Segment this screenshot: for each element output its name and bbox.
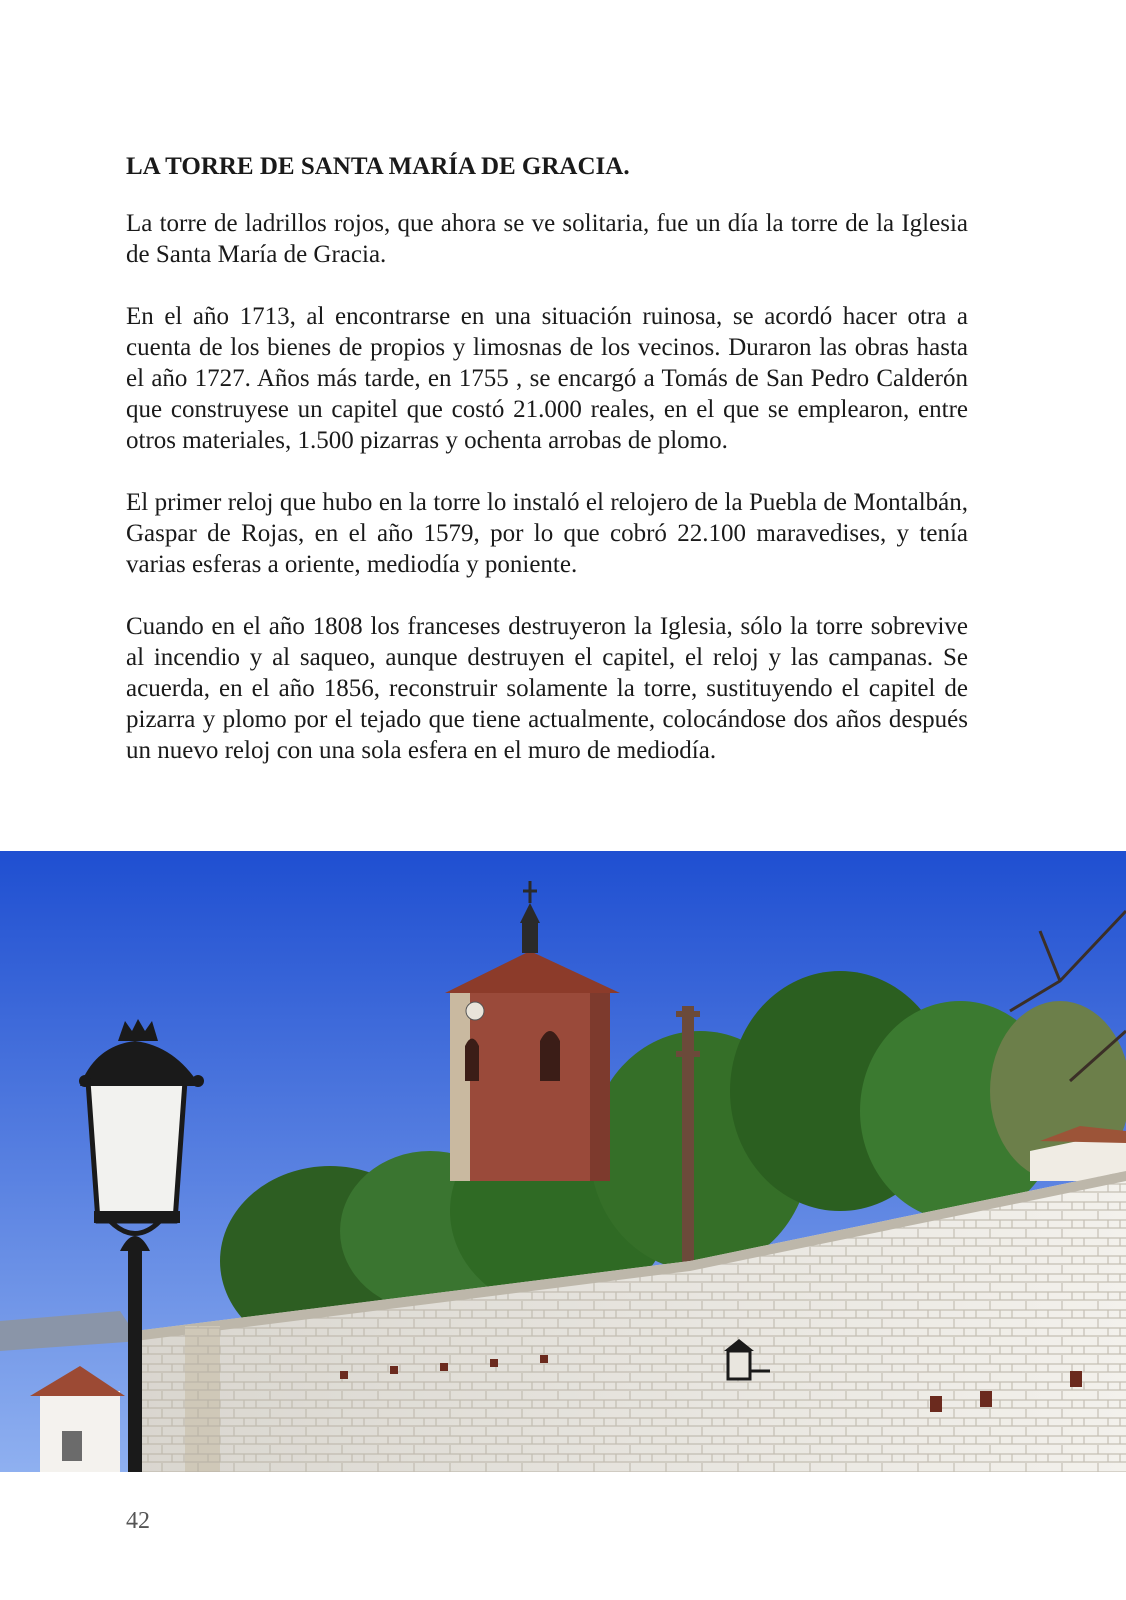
- paragraph-3: El primer reloj que hubo en la torre lo instaló el relojero de la Puebla de Montalbán, Gaspar de Rojas, en el año 1579, por lo que cobró 22.100 maravedises, y tenía varias esferas a oriente, mediodía y poniente.: [126, 489, 968, 578]
- page-number: 42: [126, 1508, 150, 1534]
- paragraph-4: Cuando en el año 1808 los franceses destruyeron la Iglesia, sólo la torre sobrevive al incendio y al saqueo, aunque destruyen el capitel, el reloj y las campanas. Se acuerda, en el año 1856, reconstruir solamente la torre, sustituyendo el capitel de pizarra y plomo por el tejado que tiene actualmente, colocándose dos años después un nuevo reloj con una sola esfera en el muro de mediodía.: [126, 613, 968, 764]
- church-tower-photo: [0, 851, 1126, 1472]
- page-title: LA TORRE DE SANTA MARÍA DE GRACIA.: [126, 153, 630, 180]
- paragraph-1: La torre de ladrillos rojos, que ahora se ve solitaria, fue un día la torre de la Iglesia de Santa María de Gracia.: [126, 210, 968, 268]
- paragraph-2: En el año 1713, al encontrarse en una situación ruinosa, se acordó hacer otra a cuenta de los bienes de propios y limosnas de los vecinos. Duraron las obras hasta el año 1727. Años más tarde, en 1755 , se encargó a Tomás de San Pedro Calderón que construyese un capitel que costó 21.000 reales, en el que se emplearon, entre otros materiales, 1.500 pizarras y ochenta arrobas de plomo.: [126, 303, 968, 454]
- article-text: [126, 150, 968, 797]
- photo-illustration: [0, 851, 1126, 1472]
